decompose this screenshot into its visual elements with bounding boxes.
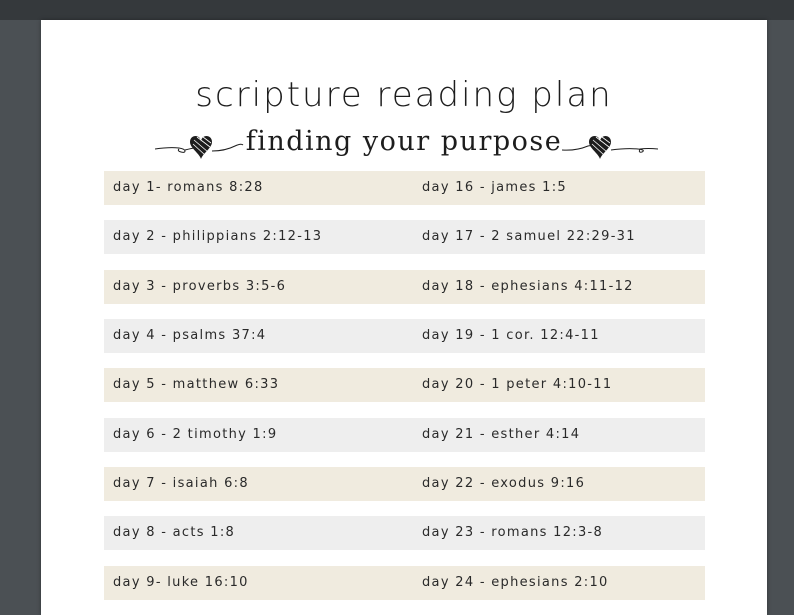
table-row xyxy=(104,566,705,600)
reading-cell: day 2 - philippians 2:12-13 xyxy=(113,229,323,244)
reading-cell: day 6 - 2 timothy 1:9 xyxy=(113,427,278,442)
table-row xyxy=(104,171,705,205)
reading-cell: day 16 - james 1:5 xyxy=(422,180,568,195)
reading-cell: day 22 - exodus 9:16 xyxy=(422,476,586,491)
table-row xyxy=(104,418,705,452)
subtitle-row xyxy=(41,128,767,164)
reading-cell: day 5 - matthew 6:33 xyxy=(113,377,280,392)
reading-cell: day 17 - 2 samuel 22:29-31 xyxy=(422,229,636,244)
table-row xyxy=(104,220,705,254)
table-row xyxy=(104,368,705,402)
table-row xyxy=(104,319,705,353)
heart-right-icon xyxy=(562,132,658,162)
reading-cell: day 23 - romans 12:3-8 xyxy=(422,525,604,540)
reading-cell: day 19 - 1 cor. 12:4-11 xyxy=(422,328,600,343)
reading-cell: day 3 - proverbs 3:5-6 xyxy=(113,279,287,294)
table-row xyxy=(104,516,705,550)
reading-cell: day 24 - ephesians 2:10 xyxy=(422,575,609,590)
table-row xyxy=(104,467,705,501)
page-subtitle: finding your purpose xyxy=(245,126,563,157)
page-title: scripture reading plan xyxy=(195,75,613,115)
reading-cell: day 9- luke 16:10 xyxy=(113,575,249,590)
reading-cell: day 7 - isaiah 6:8 xyxy=(113,476,249,491)
reading-cell: day 8 - acts 1:8 xyxy=(113,525,236,540)
document-page xyxy=(41,20,767,615)
reading-cell: day 21 - esther 4:14 xyxy=(422,427,581,442)
reading-cell: day 4 - psalms 37:4 xyxy=(113,328,267,343)
reading-cell: day 1- romans 8:28 xyxy=(113,180,264,195)
reading-cell: day 18 - ephesians 4:11-12 xyxy=(422,279,634,294)
table-row xyxy=(104,270,705,304)
reading-cell: day 20 - 1 peter 4:10-11 xyxy=(422,377,613,392)
viewer-top-bar xyxy=(0,0,794,20)
